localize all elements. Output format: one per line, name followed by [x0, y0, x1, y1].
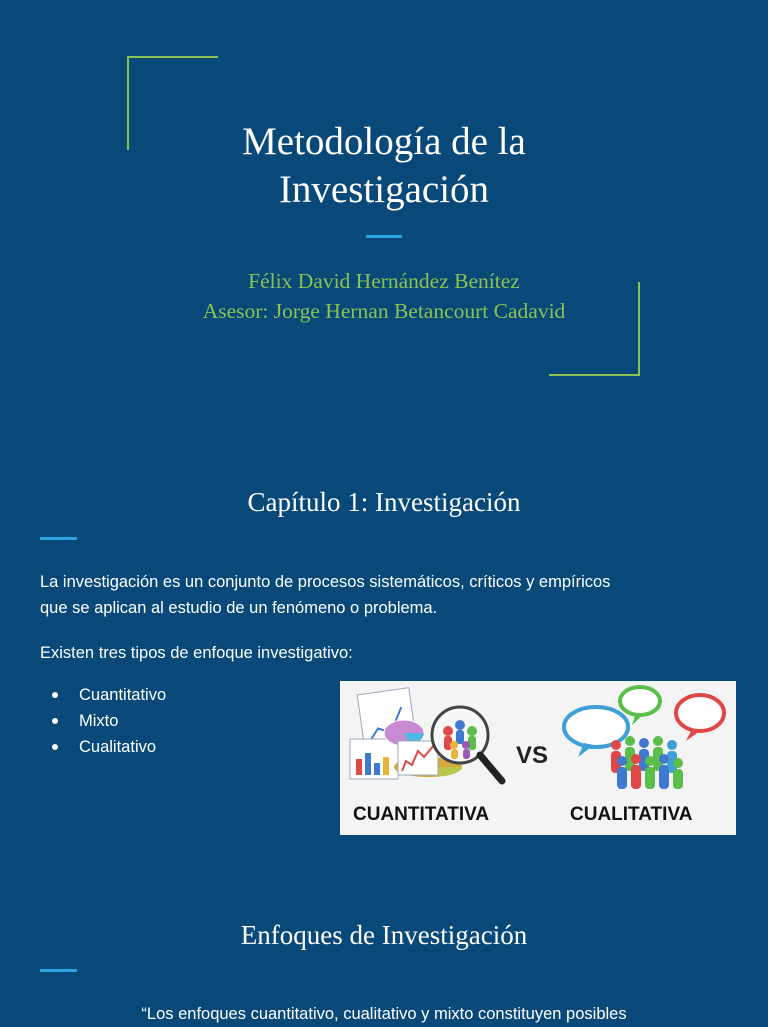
qualitative-label: CUALITATIVA [570, 804, 693, 825]
corner-frame-bottom-right [549, 374, 640, 376]
approaches-intro: Existen tres tipos de enfoque investigativo: [40, 644, 353, 662]
definition-line-1: La investigación es un conjunto de procesos sistemáticos, críticos y empíricos [40, 573, 611, 591]
approach-list [40, 682, 166, 760]
author-name: Félix David Hernández Benítez [248, 269, 520, 293]
definition-paragraph [40, 569, 740, 621]
approaches-accent-bar [40, 969, 77, 972]
list-item: Cualitativo [40, 734, 166, 760]
title-accent-bar [366, 235, 402, 238]
presentation-subtitle [0, 266, 768, 326]
title-line-2: Investigación [278, 168, 490, 211]
corner-frame-bottom-right-vertical [638, 282, 640, 376]
list-item: Cuantitativo [40, 682, 166, 708]
presentation-title [0, 118, 768, 214]
approaches-heading: Enfoques de Investigación [240, 920, 528, 950]
definition-line-2: que se aplican al estudio de un fenómeno o problema. [40, 599, 438, 617]
crowd-people-icon [611, 736, 683, 789]
corner-frame-top-left [128, 56, 218, 58]
chapter-heading: Capítulo 1: Investigación [247, 487, 521, 517]
quantitative-vs-qualitative-image [340, 681, 736, 835]
title-slide [0, 0, 768, 460]
list-item: Mixto [40, 708, 166, 734]
approaches-quote: “Los enfoques cuantitativo, cualitativo y mixto constituyen posibles [141, 1005, 627, 1023]
vs-label: VS [516, 742, 549, 769]
title-line-1: Metodología de la [242, 120, 526, 163]
chapter-accent-bar [40, 537, 77, 540]
advisor-name: Asesor: Jorge Hernan Betancourt Cadavid [202, 299, 566, 323]
quantitative-label: CUANTITATIVA [353, 804, 490, 825]
